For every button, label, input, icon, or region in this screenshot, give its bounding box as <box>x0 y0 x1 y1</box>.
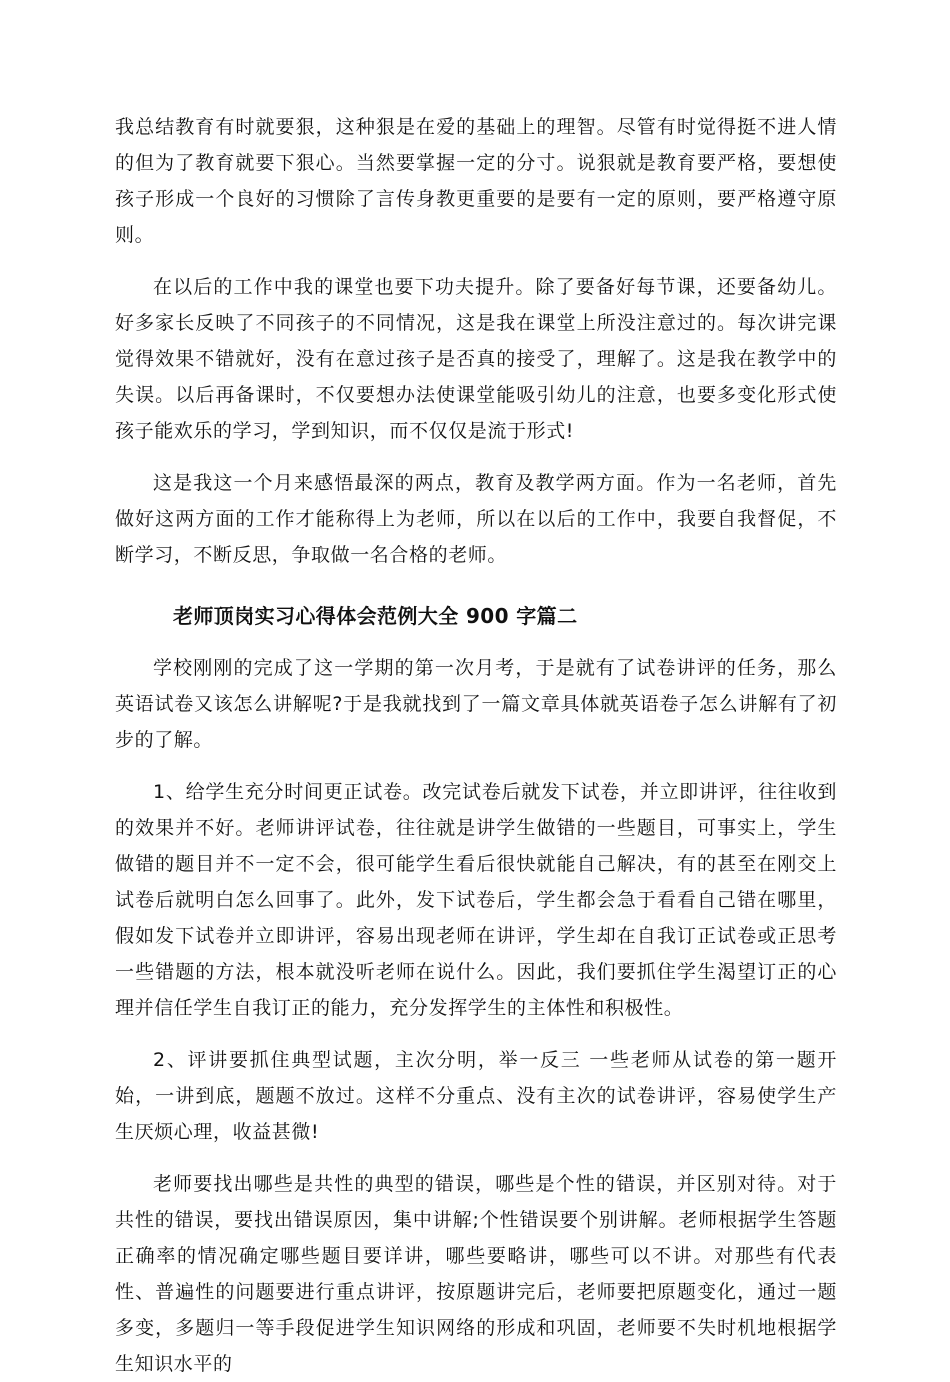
paragraph-1: 我总结教育有时就要狠，这种狠是在爱的基础上的理智。尽管有时觉得挺不进人情的但为了教育就要下狠心。当然要掌握一定的分寸。说狠就是教育要严格，要想使孩子形成一个良好的习惯除了言传身教更重要的是要有一定的原则，要严格遵守原则。 <box>115 116 837 246</box>
paragraph-7: 老师要找出哪些是共性的典型的错误，哪些是个性的错误，并区别对待。对于共性的错误，要找出错误原因，集中讲解;个性错误要个别讲解。老师根据学生答题正确率的情况确定哪些题目要详讲，哪些要略讲，哪些可以不讲。对那些有代表性、普遍性的问题要进行重点讲评，按原题讲完后，老师要把原题变化，通过一题多变，多题归一等手段促进学生知识网络的形成和巩固，老师要不失时机地根据学生知识水平的 <box>115 1173 837 1375</box>
paragraph-3: 这是我这一个月来感悟最深的两点，教育及教学两方面。作为一名老师，首先做好这两方面的工作才能称得上为老师，所以在以后的工作中，我要自我督促，不断学习，不断反思，争取做一名合格的老师。 <box>115 472 837 566</box>
paragraph-2: 在以后的工作中我的课堂也要下功夫提升。除了要备好每节课，还要备幼儿。好多家长反映了不同孩子的不同情况，这是我在课堂上所没注意过的。每次讲完课觉得效果不错就好，没有在意过孩子是否真的接受了，理解了。这是我在教学中的失误。以后再备课时，不仅要想办法使课堂能吸引幼儿的注意，也要多变化形式使孩子能欢乐的学习，学到知识，而不仅仅是流于形式! <box>115 276 837 442</box>
paragraph-4: 学校刚刚的完成了这一学期的第一次月考，于是就有了试卷讲评的任务，那么英语试卷又该怎么讲解呢?于是我就找到了一篇文章具体就英语卷子怎么讲解有了初步的了解。 <box>115 657 837 751</box>
paragraph-5: 1、给学生充分时间更正试卷。改完试卷后就发下试卷，并立即讲评，往往收到的效果并不好。老师讲评试卷，往往就是讲学生做错的一些题目，可事实上，学生做错的题目并不一定不会，很可能学生看后很快就能自己解决，有的甚至在刚交上试卷后就明白怎么回事了。此外，发下试卷后，学生都会急于看看自己错在哪里，假如发下试卷并立即讲评，容易出现老师在讲评，学生却在自我订正试卷或正思考一些错题的方法，根本就没听老师在说什么。因此，我们要抓住学生渴望订正的心理并信任学生自我订正的能力，充分发挥学生的主体性和积极性。 <box>115 781 837 1019</box>
document-body <box>115 109 837 1382</box>
paragraph-6: 2、评讲要抓住典型试题，主次分明，举一反三 一些老师从试卷的第一题开始，一讲到底，题题不放过。这样不分重点、没有主次的试卷讲评，容易使学生产生厌烦心理，收益甚微! <box>115 1049 837 1143</box>
section-title: 老师顶岗实习心得体会范例大全 900 字篇二 <box>173 604 578 628</box>
